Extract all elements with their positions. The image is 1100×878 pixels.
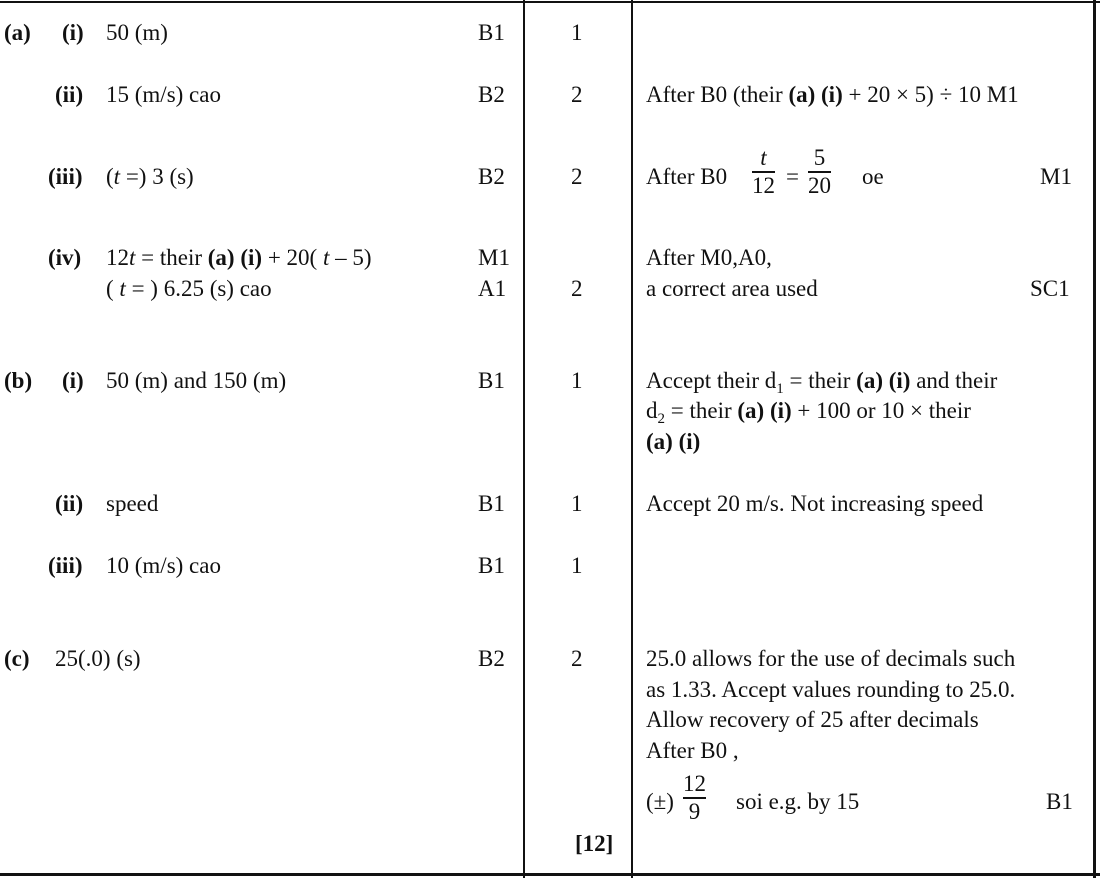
mark-total: 1: [571, 368, 583, 393]
guidance-text: Accept their $d_1$ = their (a) (i) and their: [646, 368, 998, 397]
mark-code: B2: [478, 164, 505, 189]
column-divider-mid: [631, 0, 633, 878]
equals-sign: =: [786, 164, 799, 189]
table-right-border: [1093, 0, 1096, 878]
guidance-text: soi e.g. by 15: [736, 789, 860, 814]
subpart-label: (iii): [48, 553, 83, 578]
guidance-mark: M1: [1040, 164, 1072, 189]
mark-total: 2: [571, 646, 583, 671]
mark-code: B2: [478, 646, 505, 671]
guidance-text: Accept 20 m/s. Not increasing speed: [646, 491, 984, 516]
answer-text: 15 (m/s) cao: [106, 82, 221, 107]
subpart-label: (iv): [48, 245, 82, 270]
mark-code: M1: [478, 245, 510, 270]
guidance-mark: SC1: [1030, 276, 1070, 301]
mark-total: 1: [571, 20, 583, 45]
guidance-text: (a) (i): [646, 429, 701, 454]
answer-text-line2: ( t = ) 6.25 (s) cao: [106, 276, 272, 301]
guidance-text: After B0: [646, 164, 728, 189]
plus-minus-sign: (±): [646, 789, 674, 814]
fraction-5-over-20: 5 20: [808, 145, 831, 198]
answer-text: 25(.0) (s): [55, 646, 141, 671]
mark-total: 2: [571, 164, 583, 189]
subpart-label: (i): [62, 368, 84, 393]
mark-total: 2: [571, 276, 583, 301]
guidance-text: After B0 (their (a) (i) + 20 × 5) ÷ 10 M1: [646, 82, 1019, 107]
guidance-text: After B0 ,: [646, 738, 739, 763]
part-label: (c): [4, 646, 30, 671]
subpart-label: (ii): [55, 491, 84, 516]
part-label: (b): [4, 368, 33, 393]
mark-code: A1: [478, 276, 507, 301]
subpart-label: (i): [62, 20, 84, 45]
guidance-text: After M0,A0,: [646, 245, 772, 270]
mark-code: B1: [478, 20, 505, 45]
answer-text: speed: [106, 491, 159, 516]
subpart-label: (ii): [55, 82, 84, 107]
guidance-text: Allow recovery of 25 after decimals: [646, 707, 979, 732]
guidance-text: a correct area used: [646, 276, 818, 301]
guidance-text: as 1.33. Accept values rounding to 25.0.: [646, 677, 1016, 702]
column-divider-left: [523, 0, 525, 878]
guidance-text: $d_2$ = their (a) (i) + 100 or 10 × their: [646, 398, 971, 427]
part-label: (a): [4, 20, 31, 45]
mark-total: 1: [571, 491, 583, 516]
oe-note: oe: [862, 164, 884, 189]
subpart-label: (iii): [48, 164, 83, 189]
mark-total: 1: [571, 553, 583, 578]
fraction-t-over-12: t 12: [752, 145, 775, 198]
table-bottom-border: [0, 873, 1100, 876]
answer-text-line1: 12t = their (a) (i) + 20( t – 5): [106, 245, 372, 270]
mark-code: B1: [478, 368, 505, 393]
answer-text: 50 (m): [106, 20, 168, 45]
answer-text: 50 (m) and 150 (m): [106, 368, 287, 393]
guidance-mark: B1: [1046, 789, 1073, 814]
total-marks: [12]: [575, 831, 614, 856]
answer-text: 10 (m/s) cao: [106, 553, 221, 578]
guidance-text: 25.0 allows for the use of decimals such: [646, 646, 1016, 671]
fraction-12-over-9: 12 9: [683, 771, 706, 824]
mark-total: 2: [571, 82, 583, 107]
mark-code: B1: [478, 491, 505, 516]
mark-code: B1: [478, 553, 505, 578]
answer-text: (t =) 3 (s): [106, 164, 194, 189]
table-top-border: [0, 1, 1100, 3]
mark-code: B2: [478, 82, 505, 107]
